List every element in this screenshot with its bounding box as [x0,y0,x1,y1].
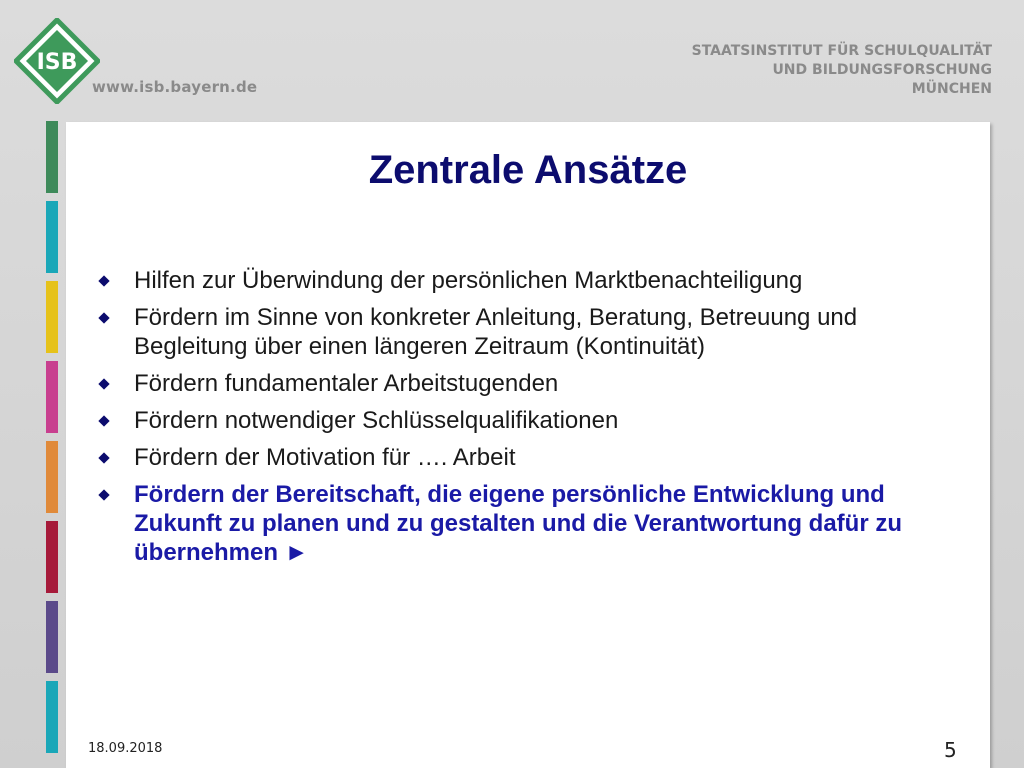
website-url: www.isb.bayern.de [92,78,258,96]
bullet-list [96,266,976,575]
diamond-bullet-icon [98,312,109,323]
color-bars [46,121,58,761]
diamond-bullet-icon [98,415,109,426]
slide-date: 18.09.2018 [88,741,163,756]
color-bar [46,121,58,193]
bullet-text: Fördern der Bereitschaft, die eigene persönliche Entwicklung und Zukunft zu planen und zu gestalten und die Verantwortung dafür zu übernehmen ► [134,481,902,566]
bullet-item [96,369,976,398]
color-bar [46,201,58,273]
bullet-item [96,443,976,472]
bullet-item [96,266,976,295]
diamond-bullet-icon [98,452,109,463]
color-bar [46,681,58,753]
bullet-item [96,303,976,361]
bullet-text: Fördern notwendiger Schlüsselqualifikationen [134,407,619,434]
page-number: 5 [944,738,957,762]
institute-line: UND BILDUNGSFORSCHUNG [772,62,992,78]
color-bar [46,281,58,353]
logo-text: ISB [36,50,78,75]
isb-logo [14,18,100,104]
bullet-item [96,406,976,435]
slide-title: Zentrale Ansätze [368,148,688,192]
diamond-bullet-icon [98,378,109,389]
institute-name [692,42,992,99]
institute-line: MÜNCHEN [911,81,992,97]
color-bar [46,361,58,433]
diamond-bullet-icon [98,275,109,286]
bullet-item-emphasized [96,480,976,567]
diamond-bullet-icon [98,489,109,500]
color-bar [46,441,58,513]
bullet-text: Fördern fundamentaler Arbeitstugenden [134,370,559,397]
bullet-text: Fördern im Sinne von konkreter Anleitung, Beratung, Betreuung und Begleitung über einen längeren Zeitraum (Kontinuität) [134,304,858,360]
bullet-text: Fördern der Motivation für …. Arbeit [134,444,516,471]
bullet-text: Hilfen zur Überwindung der persönlichen Marktbenachteiligung [134,267,803,294]
slide-panel [66,122,990,768]
color-bar [46,601,58,673]
institute-line: STAATSINSTITUT FÜR SCHULQUALITÄT [691,43,992,59]
color-bar [46,521,58,593]
